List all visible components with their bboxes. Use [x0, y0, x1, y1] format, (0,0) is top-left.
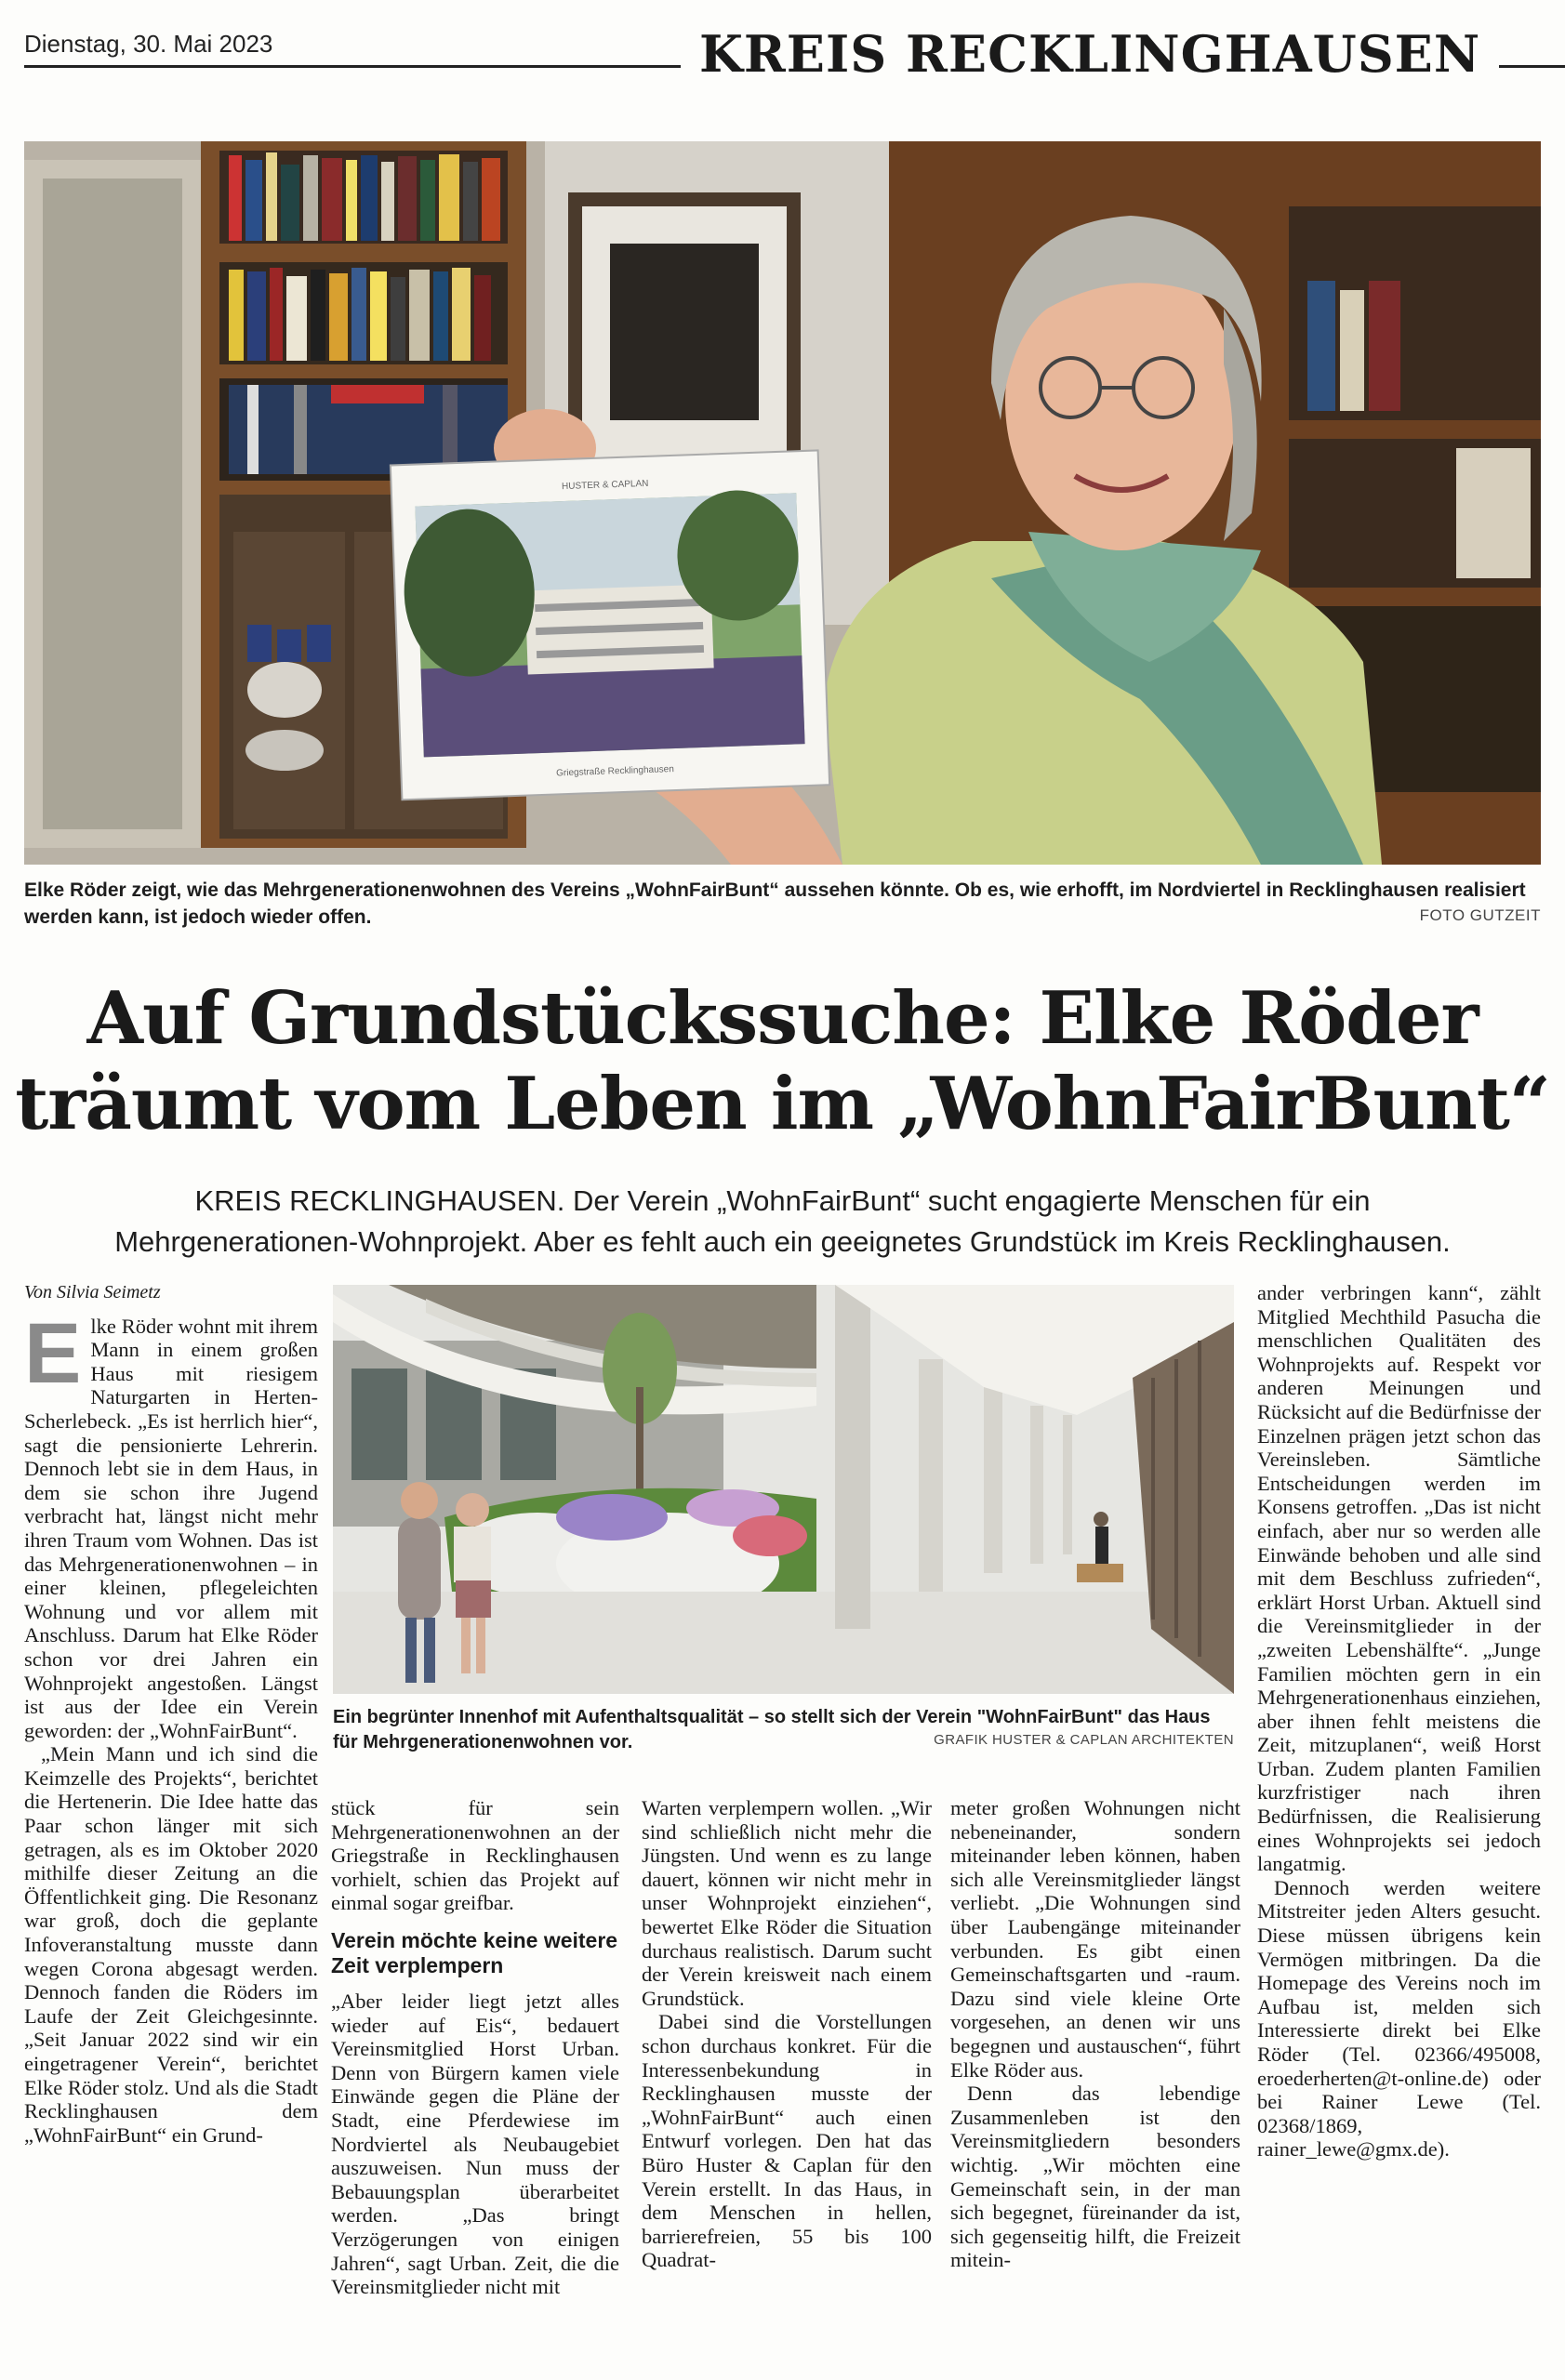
- paragraph: Dabei sind die Vorstellungen schon durchaus konkret. Für die Interessenbekundung in Recklinghausen musste der „WohnFairBunt“ auch einen Entwurf vorlegen. Den hat das Büro Huster & Caplan für den Verein erstellt. In das Haus, in dem Menschen in hellen, barrierefreien, 55 bis 100 Quadrat-: [642, 2010, 932, 2272]
- header-rule-left: [24, 65, 681, 68]
- article-column-3: [642, 1796, 932, 2272]
- hero-caption: Elke Röder zeigt, wie das Mehrgenerationenwohnen des Vereins „WohnFairBunt“ aussehen könnte. Ob es, wie erhofft, im Nordviertel in Recklinghausen realisiert werden kann, ist jedoch wieder offen.: [24, 879, 1526, 928]
- paragraph: „Aber leider liegt jetzt alles wieder auf Eis“, bedauert Vereinsmitglied Horst Urban. Denn von Bürgern kamen viele Einwände gegen die Pläne der Stadt, eine Pferdewiese im Nordviertel als Neubaugebiet auszuweisen. Nun muss der Bebauungsplan überarbeitet werden. „Das bringt Verzögerungen von einigen Jahren“, sagt Urban. Zeit, die die Vereinsmitglieder nicht mit: [331, 1989, 619, 2299]
- paragraph: Dennoch werden weitere Mitstreiter jeden Alters gesucht. Diese müssen übrigens kein Vermögen mitbringen. Da die Homepage des Vereins noch im Aufbau ist, melden sich Interessierte direkt bei Elke Röder (Tel. 02366/495008, eroederherten@t-online.de) oder bei Rainer Lewe (Tel. 02368/1869, rainer_lewe@gmx.de).: [1257, 1875, 1541, 2162]
- dek-line-1: KREIS RECKLINGHAUSEN. Der Verein „WohnFairBunt“ sucht engagierte Menschen für ein: [194, 1184, 1371, 1217]
- article-column-4: [950, 1796, 1240, 2272]
- byline: Von Silvia Seimetz: [24, 1282, 161, 1302]
- article-headline: [0, 976, 1565, 1147]
- paragraph: meter großen Wohnungen nicht nebeneinander, sondern miteinander leben können, haben sich alle Vereinsmitglieder längst verliebt. „Die Wohnungen sind über Laubengänge miteinander verbunden. Es gibt einen Gemeinschaftsgarten und -raum. Dazu sind viele kleine Orte vorgesehen, an denen wir uns begegnen und austauschen“, führt Elke Röder aus.: [950, 1796, 1240, 2082]
- dek-line-2: Mehrgenerationen-Wohnprojekt. Aber es fehlt auch ein geeignetes Grundstück im Kreis Recklinghausen.: [114, 1225, 1451, 1258]
- courtyard-rendering: [333, 1285, 1234, 1694]
- headline-line-2: träumt vom Leben im „WohnFairBunt“: [15, 1062, 1550, 1146]
- paragraph: [24, 1305, 318, 1743]
- paragraph: Denn das lebendige Zusammenleben ist den Vereinsmitgliedern besonders wichtig. „Wir möchten eine Gemeinschaft sein, in der man sich begegnet, füreinander da ist, sich gegenseitig hilft, die Freizeit mitein-: [950, 2082, 1240, 2272]
- paragraph: ander verbringen kann“, zählt Mitglied Mechthild Pasucha die menschlichen Qualitäten des Wohnprojekts auf. Respekt vor anderen Meinungen und Rücksicht auf die Bedürfnisse der Einzelnen prägen jetzt schon das Vereinsleben. Sämtliche Entscheidungen werden im Konsens getroffen. „Das ist nicht einfach, aber nur so werden alle Einwände behoben und alle sind mit dem Beschluss zufrieden“, erklärt Horst Urban. Aktuell sind die Vereinsmitglieder in der „zweiten Lebenshälfte“. „Junge Familien möchten gern in ein Mehrgenerationenhaus einziehen, aber ihnen fehlt meistens die Zeit, mitzuplanen“, weiß Horst Urban. Zudem planten Familien kurzfristiger nach ihren Bedürfnissen, die Realisierung eines Wohnprojekts sei jedoch langatmig.: [1257, 1281, 1541, 1876]
- courtyard-caption: Ein begrünter Innenhof mit Aufenthaltsqualität – so stellt sich der Verein "WohnFairBunt" das Haus für Mehrgenerationenwohnen vor.: [333, 1707, 1211, 1752]
- paragraph-text: lke Röder wohnt mit ihrem Mann in einem großen Haus mit riesigem Naturgarten in Herten-Scherlebeck. „Es ist herrlich hier“, sagt die pensionierte Lehrerin. Dennoch lebt sie in dem Haus, in dem sie schon ihre Jugend verbracht hat, längst nicht mehr ihren Traum vom Wohnen. Das ist das Mehrgenerationenwohnen – in einer kleinen, pflegeleichten Wohnung und vor allem mit Anschluss. Darum hat Elke Röder schon vor drei Jahren ein Wohnprojekt angestoßen. Längst ist aus der Idee ein Verein geworden: der „WohnFairBunt“.: [24, 1314, 318, 1742]
- headline-line-1: Auf Grundstückssuche: Elke Röder: [86, 976, 1479, 1061]
- article-column-5: [1257, 1281, 1541, 2162]
- hero-photo: [24, 141, 1541, 865]
- article-dek: [0, 1181, 1565, 1263]
- held-card-header: HUSTER & CAPLAN: [561, 478, 649, 493]
- header-rule-right: [1499, 65, 1565, 68]
- issue-date: Dienstag, 30. Mai 2023: [24, 30, 273, 58]
- section-title: KREIS RECKLINGHAUSEN: [699, 24, 1481, 84]
- article-column-2: [331, 1796, 619, 2299]
- paragraph: „Mein Mann und ich sind die Keimzelle des Projekts“, berichtet die Hertenerin. Die Idee hatte das Paar schon länger mit sich getragen, als es im Oktober 2020 mithilfe dieser Zeitung an die Öffentlichkeit ging. Die Resonanz war groß, doch die geplante Infoveranstaltung musste dann wegen Corona abgesagt werden. Dennoch fanden die Röders im Laufe der Zeit Gleichgesinnte. „Seit Januar 2022 sind wir ein eingetragener Verein“, berichtet Elke Röder stolz. Und als die Stadt Recklinghausen dem „WohnFairBunt“ ein Grund-: [24, 1742, 318, 2147]
- held-card-footer: Griegstraße Recklinghausen: [555, 764, 675, 779]
- courtyard-credit: GRAFIK HUSTER & CAPLAN ARCHITEKTEN: [934, 1732, 1234, 1748]
- drop-cap: E: [24, 1305, 82, 1401]
- paragraph: stück für sein Mehrgenerationenwohnen an der Griegstraße in Recklinghausen vorhielt, schien das Projekt auf einmal sogar greifbar.: [331, 1796, 619, 1915]
- subheading: Verein möchte keine weitere Zeit verplempern: [331, 1927, 618, 1977]
- article-column-1: [24, 1281, 318, 2147]
- paragraph: Warten verplempern wollen. „Wir sind schließlich nicht mehr die Jüngsten. Und wenn es zu lange dauert, können wir nicht mehr in unser Wohnprojekt einziehen“, bewertet Elke Röder die Situation durchaus realistisch. Darum sucht der Verein kreisweit nach einem Grundstück.: [642, 1796, 932, 2010]
- hero-photo-credit: FOTO GUTZEIT: [1419, 906, 1541, 924]
